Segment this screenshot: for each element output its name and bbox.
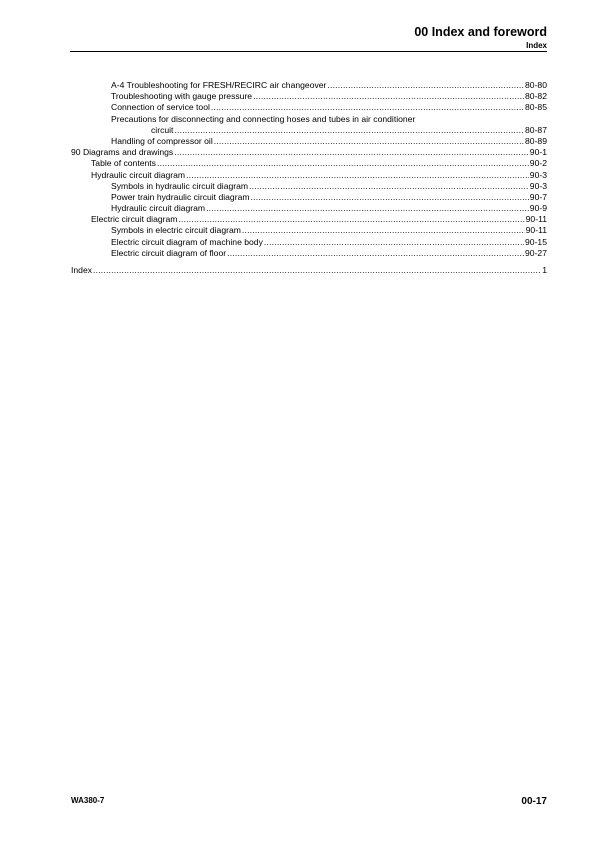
toc-entry (71, 203, 547, 214)
header-title: 00 Index and foreword (414, 25, 547, 39)
toc-entry (71, 248, 547, 259)
toc-entry-title: Symbols in electric circuit diagram (111, 225, 241, 236)
toc-leader-dots (174, 147, 529, 158)
toc-entry-title: Hydraulic circuit diagram (111, 203, 206, 214)
toc-leader-dots (251, 192, 529, 203)
toc-entry-page: 90-3 (529, 169, 547, 180)
toc-entry-title: Electric circuit diagram (91, 214, 178, 225)
toc-entry (71, 181, 547, 192)
toc-leader-dots (264, 237, 524, 248)
toc-entry-page: 80-82 (525, 91, 547, 102)
toc-entry-page: 90-3 (529, 180, 547, 191)
toc-entry-page: 90-27 (525, 247, 547, 258)
toc-entry (71, 80, 547, 91)
toc-entry-title: 90 Diagrams and drawings (71, 147, 174, 158)
toc-leader-dots (327, 80, 524, 91)
toc-entry-page: 80-87 (525, 124, 547, 135)
toc-entry-title: Hydraulic circuit diagram (91, 169, 186, 180)
toc-entry (71, 91, 547, 102)
header-subtitle: Index (526, 41, 547, 50)
footer-model: WA380-7 (71, 796, 105, 805)
toc-entry (71, 114, 547, 125)
toc-entry (71, 225, 547, 236)
toc-leader-dots (186, 170, 529, 181)
toc-leader-dots (211, 102, 524, 113)
toc-entry-continuation (71, 125, 547, 136)
toc-entry (71, 237, 547, 248)
toc-leader-dots (206, 203, 529, 214)
toc-entry-page: 90-11 (525, 225, 547, 236)
toc-entry-index (71, 265, 547, 276)
toc-entry-title: Handling of compressor oil (111, 135, 213, 146)
toc-entry-page: 90-2 (529, 158, 547, 169)
toc-entry-page: 90-7 (529, 191, 547, 202)
toc-entry-title: Table of contents (91, 158, 156, 169)
toc-entry (71, 147, 547, 158)
toc-entry-title: Power train hydraulic circuit diagram (111, 191, 250, 202)
toc-leader-dots (178, 214, 524, 225)
toc-leader-dots (214, 136, 524, 147)
toc-leader-dots (249, 181, 529, 192)
toc-entry (71, 170, 547, 181)
toc-entry-title: Troubleshooting with gauge pressure (111, 91, 253, 102)
toc-entry-page: 1 (542, 265, 547, 275)
toc-entry-page: 80-89 (525, 135, 547, 146)
toc-entry-title: Precautions for disconnecting and connecting hoses and tubes in air conditioner (111, 113, 416, 124)
toc-entry-page: 90-1 (529, 147, 547, 158)
toc-entry-title: Electric circuit diagram of floor (111, 247, 227, 258)
toc-entry-title: circuit (151, 124, 174, 135)
toc-entry (71, 158, 547, 169)
toc-entry-title: Connection of service tool (111, 102, 210, 113)
toc-leader-dots (227, 248, 524, 259)
toc-leader-dots (242, 225, 525, 236)
header-rule (70, 51, 547, 52)
toc-entry-page: 90-11 (525, 214, 547, 225)
toc-leader-dots (93, 265, 541, 276)
toc-entry (71, 192, 547, 203)
toc-leader-dots (174, 125, 524, 136)
toc-entry-title: A-4 Troubleshooting for FRESH/RECIRC air changeover (111, 80, 327, 90)
toc-entry-page: 90-9 (529, 203, 547, 214)
toc-entry-page: 90-15 (525, 236, 547, 247)
table-of-contents (71, 80, 547, 276)
toc-entry (71, 214, 547, 225)
toc-entry (71, 136, 547, 147)
toc-entry-page: 80-80 (525, 80, 547, 90)
toc-entry-title: Electric circuit diagram of machine body (111, 236, 263, 247)
toc-leader-dots (157, 158, 529, 169)
toc-entry-title: Symbols in hydraulic circuit diagram (111, 180, 249, 191)
toc-leader-dots (253, 91, 524, 102)
toc-entry-title: Index (71, 265, 93, 275)
footer-page-number: 00-17 (521, 796, 547, 807)
toc-entry (71, 102, 547, 113)
toc-entry-page: 80-85 (525, 102, 547, 113)
